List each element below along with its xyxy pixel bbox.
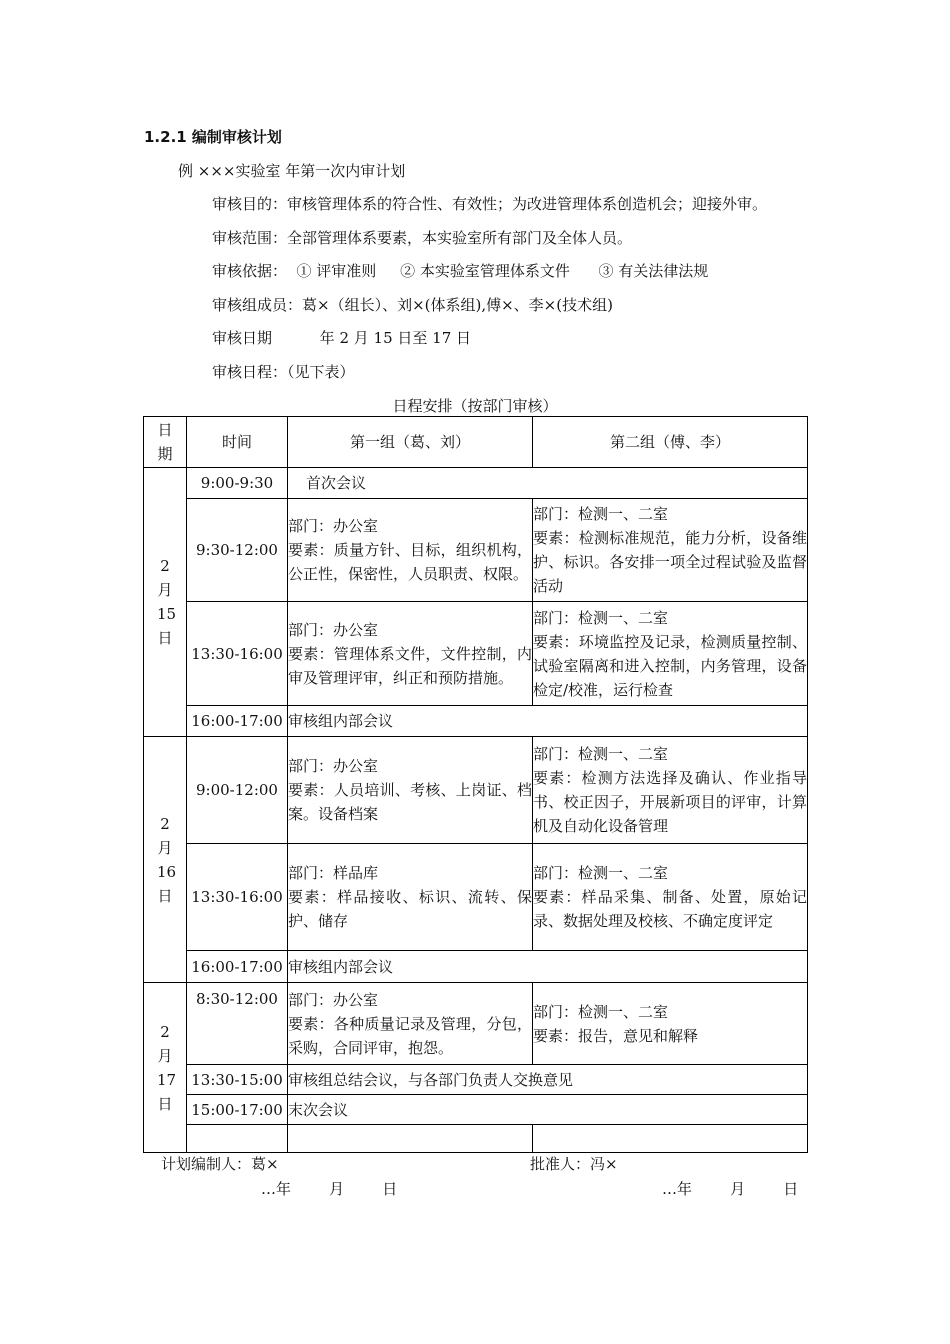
approver-date: …年 月 日 — [662, 1180, 799, 1198]
empty-cell — [187, 1125, 288, 1153]
planner-date: …年 月 日 — [261, 1180, 398, 1198]
dept-label: 部门：检测一、二室 — [533, 505, 669, 523]
dept-label: 部门：办公室 — [288, 757, 379, 775]
merged-activity-cell: 末次会议 — [288, 1095, 808, 1125]
time-cell: 9:00-9:30 — [187, 468, 288, 499]
merged-activity-cell: 审核组内部会议 — [288, 951, 808, 983]
dept-label: 部门：检测一、二室 — [533, 745, 669, 763]
table-row — [144, 737, 808, 844]
dept-label: 部门：检测一、二室 — [533, 1002, 669, 1021]
elements-text: 要素：各种质量记录及管理，分包，采购，合同评审，抱怨。 — [288, 1014, 532, 1057]
audit-schedule-ref: 审核日程：（见下表） — [212, 363, 355, 381]
time-cell: 9:30-12:00 — [187, 499, 288, 602]
empty-cell — [288, 1125, 533, 1153]
time-cell: 16:00-17:00 — [187, 706, 288, 737]
group2-cell — [533, 737, 808, 844]
group1-cell — [288, 499, 533, 602]
table-row-empty — [144, 1125, 808, 1153]
empty-cell — [533, 1125, 808, 1153]
dept-label: 部门：检测一、二室 — [533, 864, 669, 882]
header-group2: 第二组（傅、李） — [533, 417, 808, 468]
elements-text: 要素：样品采集、制备、处置，原始记录、数据处理及校核、不确定度评定 — [533, 888, 807, 930]
audit-purpose: 审核目的：审核管理体系的符合性、有效性；为改进管理体系创造机会；迎接外审。 — [212, 195, 768, 213]
time-cell: 13:30-15:00 — [187, 1065, 288, 1095]
audit-dates: 审核日期 年 2 月 15 日至 17 日 — [212, 329, 472, 347]
approver-signature: 批准人：冯× — [530, 1155, 618, 1173]
header-date: 日期 — [144, 417, 187, 468]
date-cell-day3: 2月17日 — [144, 983, 187, 1153]
date-cell-day2: 2月16日 — [144, 737, 187, 983]
table-header-row — [144, 417, 808, 468]
date-cell-day1: 2月15日 — [144, 468, 187, 737]
audit-members: 审核组成员：葛×（组长）、刘×(体系组),傅×、李×(技术组) — [212, 296, 613, 314]
dept-label: 部门：办公室 — [288, 990, 379, 1009]
elements-text: 要素：样品接收、标识、流转、保护、储存 — [288, 888, 532, 930]
group2-cell — [533, 983, 808, 1065]
elements-text: 要素：环境监控及记录，检测质量控制、试验室隔离和进入控制，内务管理，设备检定/校准，运行检查 — [533, 632, 807, 699]
table-row — [144, 951, 808, 983]
table-row — [144, 468, 808, 499]
group1-cell — [288, 737, 533, 844]
table-row — [144, 983, 808, 1065]
merged-activity-cell: 审核组总结会议，与各部门负责人交换意见 — [288, 1065, 808, 1095]
header-group1: 第一组（葛、刘） — [288, 417, 533, 468]
group2-cell — [533, 499, 808, 602]
time-cell: 16:00-17:00 — [187, 951, 288, 983]
table-row — [144, 706, 808, 737]
time-cell: 15:00-17:00 — [187, 1095, 288, 1125]
table-row — [144, 844, 808, 951]
elements-text: 要素：报告，意见和解释 — [533, 1026, 699, 1045]
elements-text: 要素：检测标准规范，能力分析，设备维护、标识。各安排一项全过程试验及监督活动 — [533, 529, 807, 595]
time-cell: 13:30-16:00 — [187, 844, 288, 951]
time-cell: 9:00-12:00 — [187, 737, 288, 844]
schedule-table — [143, 416, 808, 1153]
table-row — [144, 1065, 808, 1095]
table-caption: 日程安排（按部门审核） — [392, 397, 558, 415]
elements-text: 要素：管理体系文件，文件控制，内审及管理评审，纠正和预防措施。 — [288, 644, 532, 687]
elements-text: 要素：检测方法选择及确认、作业指导书、校正因子，开展新项目的评审，计算机及自动化设备管理 — [533, 769, 807, 835]
merged-activity-cell: 首次会议 — [288, 468, 808, 499]
audit-basis: 审核依据： ① 评审准则 ② 本实验室管理体系文件 ③ 有关法律法规 — [212, 262, 709, 280]
section-heading: 1.2.1 编制审核计划 — [144, 128, 282, 146]
dept-label: 部门：办公室 — [288, 517, 379, 535]
merged-activity-cell: 审核组内部会议 — [288, 706, 808, 737]
time-cell: 13:30-16:00 — [187, 602, 288, 706]
audit-scope: 审核范围：全部管理体系要素，本实验室所有部门及全体人员。 — [212, 229, 633, 247]
group2-cell — [533, 602, 808, 706]
group1-cell — [288, 983, 533, 1065]
elements-text: 要素：人员培训、考核、上岗证、档案。设备档案 — [288, 781, 532, 823]
example-line: 例 ×××实验室 年第一次内审计划 — [178, 162, 406, 180]
dept-label: 部门：样品库 — [288, 864, 379, 882]
group1-cell — [288, 602, 533, 706]
dept-label: 部门：检测一、二室 — [533, 608, 669, 627]
table-row — [144, 499, 808, 602]
planner-signature: 计划编制人：葛× — [161, 1155, 279, 1173]
table-row — [144, 602, 808, 706]
dept-label: 部门：办公室 — [288, 620, 379, 639]
header-time: 时间 — [187, 417, 288, 468]
table-row — [144, 1095, 808, 1125]
elements-text: 要素：质量方针、目标，组织机构，公正性，保密性，人员职责、权限。 — [288, 541, 532, 583]
group1-cell — [288, 844, 533, 951]
group2-cell — [533, 844, 808, 951]
time-cell: 8:30-12:00 — [187, 983, 288, 1065]
